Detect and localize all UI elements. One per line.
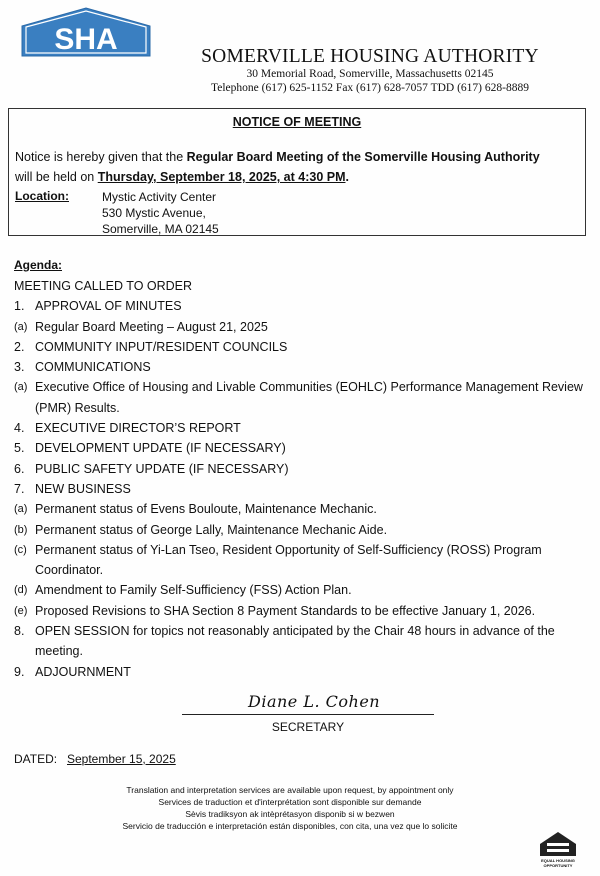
agenda-item: [14, 459, 586, 479]
footer-line: Servicio de traducción e interpretación están disponibles, con cita, una vez que lo solicite: [122, 821, 458, 831]
agenda-item-text: Amendment to Family Self-Sufficiency (FSS) Action Plan.: [35, 583, 352, 598]
agenda-item-marker: 2.: [14, 339, 25, 354]
dated-value: September 15, 2025: [67, 752, 176, 766]
sha-logo: [20, 6, 152, 58]
signature: Diane L. Cohen: [248, 692, 381, 711]
agenda-list: [14, 296, 586, 682]
agenda-item: [14, 377, 586, 418]
agenda-item: [14, 601, 586, 621]
agenda-item-marker: 3.: [14, 360, 25, 375]
logo-text: SHA: [54, 23, 118, 56]
agenda-item: [14, 357, 586, 377]
meeting-name: Regular Board Meeting of the Somerville Housing Authority: [186, 150, 540, 164]
location-line: Mystic Activity Center: [102, 190, 217, 204]
agenda-item-marker: 6.: [14, 461, 25, 476]
equal-housing-text: EQUAL HOUSING OPPORTUNITY: [541, 858, 575, 868]
notice-period: .: [345, 170, 349, 184]
notice-intro: Notice is hereby given that the: [15, 150, 187, 164]
agenda-item-text: PUBLIC SAFETY UPDATE (IF NECESSARY): [35, 461, 289, 476]
agenda-item-marker: 4.: [14, 421, 25, 436]
location-line: 530 Mystic Avenue,: [102, 206, 206, 220]
agenda-item-marker: (e): [14, 604, 28, 617]
agenda-item-marker: 7.: [14, 481, 25, 496]
agenda-item-marker: 9.: [14, 664, 25, 679]
org-address: 30 Memorial Road, Somerville, Massachusetts 02145: [246, 68, 494, 80]
agenda-item: [14, 296, 586, 316]
agenda: [14, 258, 586, 682]
signature-line: [182, 714, 434, 715]
agenda-item-text: ADJOURNMENT: [35, 664, 131, 679]
agenda-called-to-order: MEETING CALLED TO ORDER: [14, 279, 193, 293]
agenda-item: [14, 580, 586, 600]
meeting-date: Thursday, September 18, 2025, at 4:30 PM: [97, 170, 346, 184]
footer-line: Sèvis tradiksyon ak intèprétasyon disponib si w bezwen: [185, 809, 395, 819]
agenda-item-marker: (a): [14, 320, 28, 333]
agenda-item: [14, 418, 586, 438]
dated-label: DATED:: [14, 752, 58, 766]
agenda-item-text: Permanent status of George Lally, Maintenance Mechanic Aide.: [35, 522, 388, 537]
agenda-item: [14, 662, 586, 682]
agenda-item-marker: 1.: [14, 299, 25, 314]
agenda-item-text: COMMUNICATIONS: [35, 360, 151, 375]
agenda-item-marker: (c): [14, 543, 27, 556]
agenda-item-text: DEVELOPMENT UPDATE (IF NECESSARY): [35, 441, 286, 456]
agenda-item-marker: (a): [14, 381, 28, 394]
agenda-item-text: NEW BUSINESS: [35, 481, 131, 496]
agenda-item: [14, 499, 586, 519]
agenda-item-text: Permanent status of Yi-Lan Tseo, Resident Opportunity of Self-Sufficiency (ROSS) Program Coordinator.: [35, 542, 542, 578]
notice-title: NOTICE OF MEETING: [232, 115, 362, 129]
agenda-item: [14, 337, 586, 357]
agenda-item-text: Proposed Revisions to SHA Section 8 Payment Standards to be effective January 1, 2026.: [35, 603, 536, 618]
agenda-item-text: Permanent status of Evens Bouloute, Maintenance Mechanic.: [35, 502, 377, 517]
signature-title: SECRETARY: [271, 720, 345, 734]
agenda-item-marker: 5.: [14, 441, 25, 456]
agenda-item-marker: (b): [14, 523, 28, 536]
agenda-item: [14, 621, 586, 662]
org-name: SOMERVILLE HOUSING AUTHORITY: [201, 46, 539, 67]
agenda-item-text: EXECUTIVE DIRECTOR’S REPORT: [35, 421, 241, 436]
notice-text: [15, 147, 581, 187]
footer-line: Services de traduction et d'interprétation sont disponible sur demande: [158, 797, 422, 807]
location-line: Somerville, MA 02145: [102, 222, 219, 236]
agenda-item-text: Regular Board Meeting – August 21, 2025: [35, 319, 268, 334]
agenda-label: Agenda:: [14, 258, 62, 272]
location-address: [102, 189, 219, 237]
location-label: Location:: [15, 189, 69, 203]
agenda-item-text: OPEN SESSION for topics not reasonably anticipated by the Chair 48 hours in advance of the meeting.: [35, 624, 555, 659]
agenda-item-marker: 8.: [14, 624, 25, 639]
agenda-item: [14, 540, 586, 581]
translation-footer: [60, 784, 520, 832]
notice-box: [8, 108, 586, 236]
agenda-item-text: COMMUNITY INPUT/RESIDENT COUNCILS: [35, 339, 288, 354]
notice-held-on: will be held on: [15, 170, 98, 184]
agenda-item: [14, 317, 586, 337]
agenda-item: [14, 479, 586, 499]
agenda-item-text: APPROVAL OF MINUTES: [35, 299, 182, 314]
org-phone-line: Telephone (617) 625-1152 Fax (617) 628-7057 TDD (617) 628-8889: [211, 82, 529, 94]
footer-line: Translation and interpretation services are available upon request, by appointment only: [126, 785, 454, 795]
agenda-item-text: Executive Office of Housing and Livable Communities (EOHLC) Performance Management Review (PMR) Results.: [35, 380, 583, 415]
agenda-item: [14, 438, 586, 458]
agenda-item-marker: (a): [14, 503, 28, 516]
agenda-item: [14, 520, 586, 540]
agenda-item-marker: (d): [14, 584, 28, 597]
